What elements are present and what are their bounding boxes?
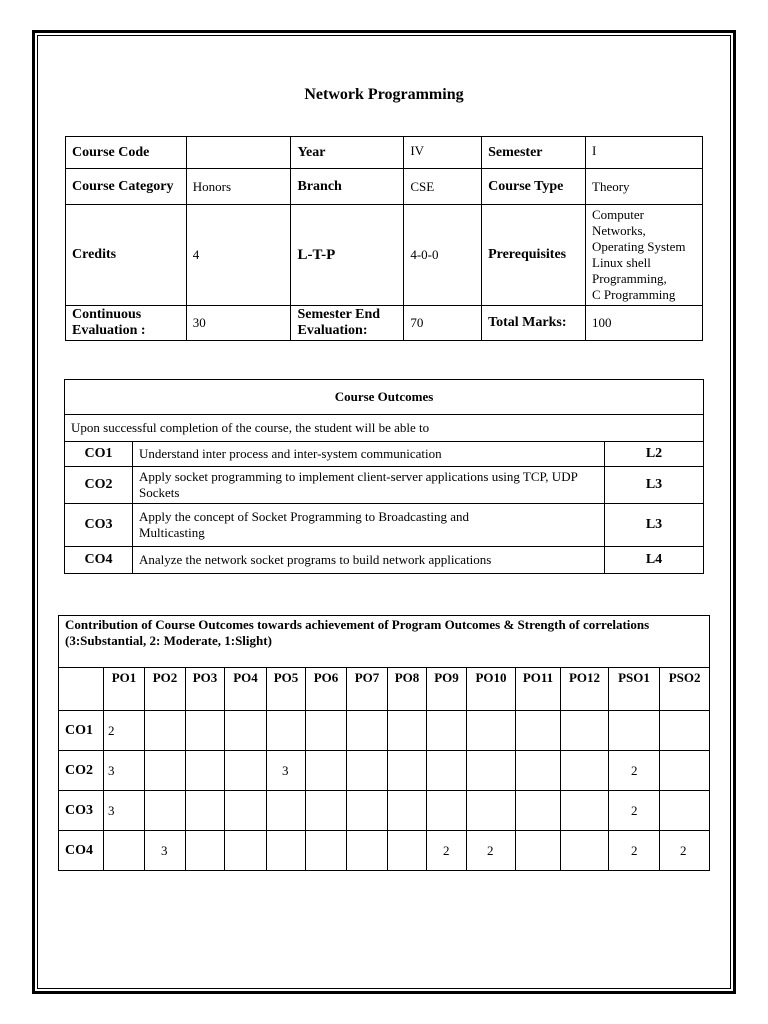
course-category-value: Honors [186,169,291,205]
course-outcomes-table [64,379,704,574]
outcome-level: L3 [605,467,704,504]
course-code-value [186,137,291,169]
course-code-label: Course Code [66,137,187,169]
mapping-corner-cell [59,668,104,711]
mapping-cell [467,711,516,751]
mapping-cell: 2 [609,791,660,831]
outcome-text: Analyze the network socket programs to build network applications [133,547,605,574]
mapping-cell [347,711,388,751]
total-marks-label: Total Marks: [482,306,586,341]
mapping-cell [306,791,347,831]
mapping-cell [145,711,186,751]
po-column-header: PO10 [467,668,516,711]
semester-end-value: 70 [404,306,482,341]
mapping-cell [388,791,427,831]
ltp-label: L-T-P [291,205,404,306]
mapping-cell [145,751,186,791]
total-marks-value: 100 [586,306,703,341]
semester-label: Semester [482,137,586,169]
outcome-text: Apply socket programming to implement client-server applications using TCP, UDP Sockets [133,467,605,504]
mapping-cell [467,791,516,831]
mapping-cell [516,791,561,831]
outcome-level: L3 [605,504,704,547]
prerequisite-line: Computer [592,207,644,222]
mapping-row [59,711,710,751]
mapping-cell [347,791,388,831]
outcomes-intro: Upon successful completion of the course, the student will be able to [65,415,704,442]
po-column-header: PO2 [145,668,186,711]
mapping-cell [267,711,306,751]
mapping-cell: 2 [104,711,145,751]
course-category-label: Course Category [66,169,187,205]
mapping-cell [660,711,710,751]
po-column-header: PO7 [347,668,388,711]
mapping-cell [225,791,267,831]
mapping-cell [467,751,516,791]
mapping-cell [267,791,306,831]
outcome-row [65,504,704,547]
course-type-value: Theory [586,169,703,205]
po-column-header: PO9 [427,668,467,711]
outcome-code: CO1 [65,442,133,467]
outcome-code: CO4 [65,547,133,574]
prerequisites-value [586,205,703,306]
outcome-text: Understand inter process and inter-system communication [133,442,605,467]
pso-column-header: PSO1 [609,668,660,711]
mapping-cell: 3 [104,751,145,791]
info-row [66,137,703,169]
prerequisites-label: Prerequisites [482,205,586,306]
branch-label: Branch [291,169,404,205]
continuous-eval-value: 30 [186,306,291,341]
credits-value: 4 [186,205,291,306]
mapping-row [59,831,710,871]
po-column-header: PO3 [186,668,225,711]
mapping-cell [347,831,388,871]
mapping-row-co: CO2 [59,751,104,791]
mapping-cell [186,831,225,871]
co-po-mapping-table [58,615,710,871]
course-type-label: Course Type [482,169,586,205]
mapping-cell [561,751,609,791]
outcome-level: L4 [605,547,704,574]
mapping-row-co: CO1 [59,711,104,751]
mapping-cell [186,711,225,751]
outcome-row [65,547,704,574]
semester-end-label: Semester End Evaluation: [291,306,404,341]
mapping-cell [306,751,347,791]
mapping-cell [186,791,225,831]
mapping-cell [427,791,467,831]
outcome-level: L2 [605,442,704,467]
mapping-cell [306,831,347,871]
mapping-cell: 2 [609,751,660,791]
mapping-cell: 3 [104,791,145,831]
mapping-cell [267,831,306,871]
mapping-cell [306,711,347,751]
mapping-cell: 2 [609,831,660,871]
mapping-cell [427,711,467,751]
mapping-cell [388,711,427,751]
outcome-text: Apply the concept of Socket Programming to Broadcasting and Multicasting [133,504,605,547]
outcome-code: CO3 [65,504,133,547]
mapping-caption-row [59,616,710,668]
mapping-cell [516,711,561,751]
mapping-cell [225,751,267,791]
outcome-row [65,467,704,504]
credits-label: Credits [66,205,187,306]
mapping-cell: 3 [145,831,186,871]
mapping-cell [225,831,267,871]
pso-column-header: PSO2 [660,668,710,711]
branch-value: CSE [404,169,482,205]
page-title: Network Programming [304,86,464,103]
po-column-header: PO5 [267,668,306,711]
mapping-row-co: CO4 [59,831,104,871]
course-info-table [65,136,703,341]
prerequisite-line: Linux shell [592,255,651,270]
mapping-cell [609,711,660,751]
semester-value: I [586,137,703,169]
mapping-cell [516,751,561,791]
mapping-cell [561,831,609,871]
mapping-cell [388,831,427,871]
mapping-cell [347,751,388,791]
mapping-cell [104,831,145,871]
mapping-cell [516,831,561,871]
mapping-cell [145,791,186,831]
mapping-cell: 2 [467,831,516,871]
mapping-cell [561,791,609,831]
mapping-cell: 2 [427,831,467,871]
po-column-header: PO6 [306,668,347,711]
mapping-cell: 2 [660,831,710,871]
year-value: IV [404,137,482,169]
ltp-value: 4-0-0 [404,205,482,306]
po-column-header: PO12 [561,668,609,711]
info-row [66,306,703,341]
info-row [66,205,703,306]
mapping-cell [186,751,225,791]
mapping-row [59,791,710,831]
mapping-header-row [59,668,710,711]
po-column-header: PO8 [388,668,427,711]
mapping-cell [660,791,710,831]
outcomes-heading-row [65,380,704,415]
prerequisite-line: Programming, [592,271,667,286]
continuous-eval-label: Continuous Evaluation : [66,306,187,341]
mapping-cell [561,711,609,751]
mapping-row-co: CO3 [59,791,104,831]
info-row [66,169,703,205]
prerequisite-line: Networks, [592,223,646,238]
mapping-row [59,751,710,791]
mapping-cell [388,751,427,791]
mapping-cell [225,711,267,751]
prerequisite-line: C Programming [592,287,676,302]
mapping-cell [660,751,710,791]
outcomes-heading: Course Outcomes [65,380,704,415]
year-label: Year [291,137,404,169]
po-column-header: PO1 [104,668,145,711]
outcome-code: CO2 [65,467,133,504]
mapping-cell [427,751,467,791]
po-column-header: PO4 [225,668,267,711]
outcome-row [65,442,704,467]
mapping-cell: 3 [267,751,306,791]
prerequisite-line: Operating System [592,239,686,254]
mapping-caption: Contribution of Course Outcomes towards achievement of Program Outcomes & Strength of correlations (3:Substantial, 2: Moderate, 1:Slight) [59,616,710,668]
po-column-header: PO11 [516,668,561,711]
outcomes-intro-row [65,415,704,442]
